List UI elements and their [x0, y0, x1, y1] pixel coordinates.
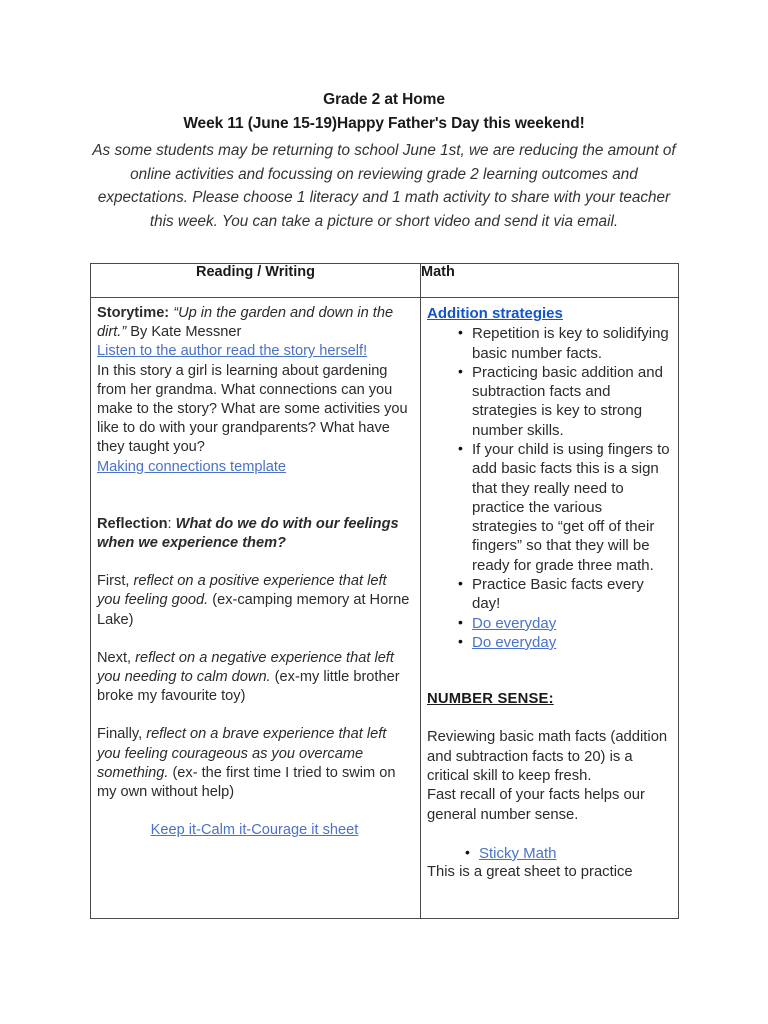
- next-italic: reflect on a negative experience that left you needing to calm down.: [97, 649, 394, 686]
- do-everyday-link-2[interactable]: Do everyday: [472, 633, 557, 651]
- cell-math: [421, 298, 679, 919]
- listen-to-author-link[interactable]: Listen to the author read the story herself!: [97, 343, 368, 360]
- listen-link-paragraph: [97, 342, 412, 361]
- spacer-6: [97, 802, 412, 821]
- story-description: In this story a girl is learning about gardening from her grandma. What connections can you make to the story? What are some activities you like to do with your grandparents? What have they taught you?: [97, 362, 408, 456]
- spacer-4: [97, 630, 412, 649]
- sticky-math-link[interactable]: Sticky Math: [479, 844, 557, 862]
- first-example: (ex-camping memory at Horne Lake): [97, 592, 410, 628]
- keep-it-calm-it-courage-it-sheet-link[interactable]: Keep it-Calm it-Courage it sheet: [150, 822, 359, 839]
- number-sense-paragraph-1: Reviewing basic math facts (addition and subtraction facts to 20) is a critical skill to keep fresh.: [427, 729, 668, 785]
- storytime-title: “Up in the garden and down in the dirt.”: [97, 305, 394, 341]
- storytime-label: Storytime:: [97, 305, 170, 321]
- finally-lead: Finally,: [97, 726, 143, 743]
- storytime-paragraph: [97, 304, 412, 342]
- math-spacer-2: [427, 671, 670, 690]
- addition-strategies-link[interactable]: Addition strategies: [427, 305, 563, 322]
- addition-strategies-list: [427, 324, 670, 652]
- page-subtitle: Week 11 (June 15-19)Happy Father's Day this weekend!: [183, 115, 585, 132]
- keep-it-link-paragraph: [97, 821, 412, 840]
- math-spacer-4: [427, 825, 670, 844]
- column-header-reading-writing: Reading / Writing: [91, 264, 421, 298]
- finally-example: (ex- the first time I tried to swim on my own without help): [97, 764, 396, 801]
- reflection-first: [97, 572, 412, 630]
- intro-note: As some students may be returning to school June 1st, we are reducing the amount of online activities and focussing on reviewing grade 2 learning outcomes and expectations. Please choose 1 literacy and 1 math activity to share with your teacher this week. You can take a picture or short video and send it via email.: [92, 142, 676, 230]
- do-everyday-link-1[interactable]: Do everyday: [472, 614, 557, 632]
- math-spacer-1: [427, 652, 670, 671]
- storytime-author: By Kate Messner: [126, 324, 242, 341]
- list-item-link-1: [472, 614, 670, 633]
- list-item-sticky-math: [479, 844, 670, 863]
- number-sense-heading-paragraph: [427, 690, 670, 709]
- first-italic: reflect on a positive experience that left you feeling good.: [97, 573, 387, 609]
- cell-reading-writing: [91, 298, 421, 919]
- spacer-5: [97, 706, 412, 725]
- table-body-row: [91, 298, 679, 919]
- page-title: Grade 2 at Home: [323, 91, 445, 108]
- number-sense-paragraph-2: Fast recall of your facts helps our general number sense.: [427, 787, 645, 823]
- reflection-finally: [97, 725, 412, 802]
- document-header: [90, 88, 678, 233]
- reflection-next: [97, 649, 412, 707]
- list-item: • If your child is using fingers to add basic facts this is a sign that they really need to practice the various strategies to “get off of their fingers” so that they will be ready for grade three math.: [472, 440, 670, 575]
- reflection-label: Reflection: [97, 515, 168, 532]
- reflection-question: What do we do with our feelings when we experience them?: [97, 515, 399, 552]
- list-item: • Practice Basic facts every day!: [472, 575, 670, 614]
- template-link-paragraph: [97, 458, 412, 477]
- column-header-math: Math: [421, 264, 679, 298]
- math-spacer-3: [427, 709, 670, 728]
- next-lead: Next,: [97, 649, 132, 666]
- table-header-row: [91, 264, 679, 298]
- reflection-heading: [97, 515, 412, 553]
- number-sense-heading: NUMBER SENSE:: [427, 691, 554, 708]
- list-item: • Repetition is key to solidifying basic number facts.: [472, 324, 670, 363]
- addition-strategies-paragraph: [427, 304, 670, 324]
- first-lead: First,: [97, 573, 130, 590]
- finally-italic: reflect on a brave experience that left you feeling courageous as you overcame something.: [97, 726, 387, 781]
- spacer-2: [97, 496, 412, 515]
- list-item: • Practicing basic addition and subtraction facts and strategies is key to strong number skills.: [472, 363, 670, 440]
- next-example: (ex-my little brother broke my favourite toy): [97, 669, 400, 705]
- activities-table: [90, 263, 679, 919]
- sticky-math-list: [427, 844, 670, 863]
- making-connections-template-link[interactable]: Making connections template: [97, 458, 287, 475]
- reflection-colon: :: [167, 515, 172, 532]
- spacer-3: [97, 553, 412, 572]
- sticky-math-note: This is a great sheet to practice: [427, 864, 633, 881]
- list-item-link-2: [472, 633, 670, 652]
- spacer-1: [97, 477, 412, 496]
